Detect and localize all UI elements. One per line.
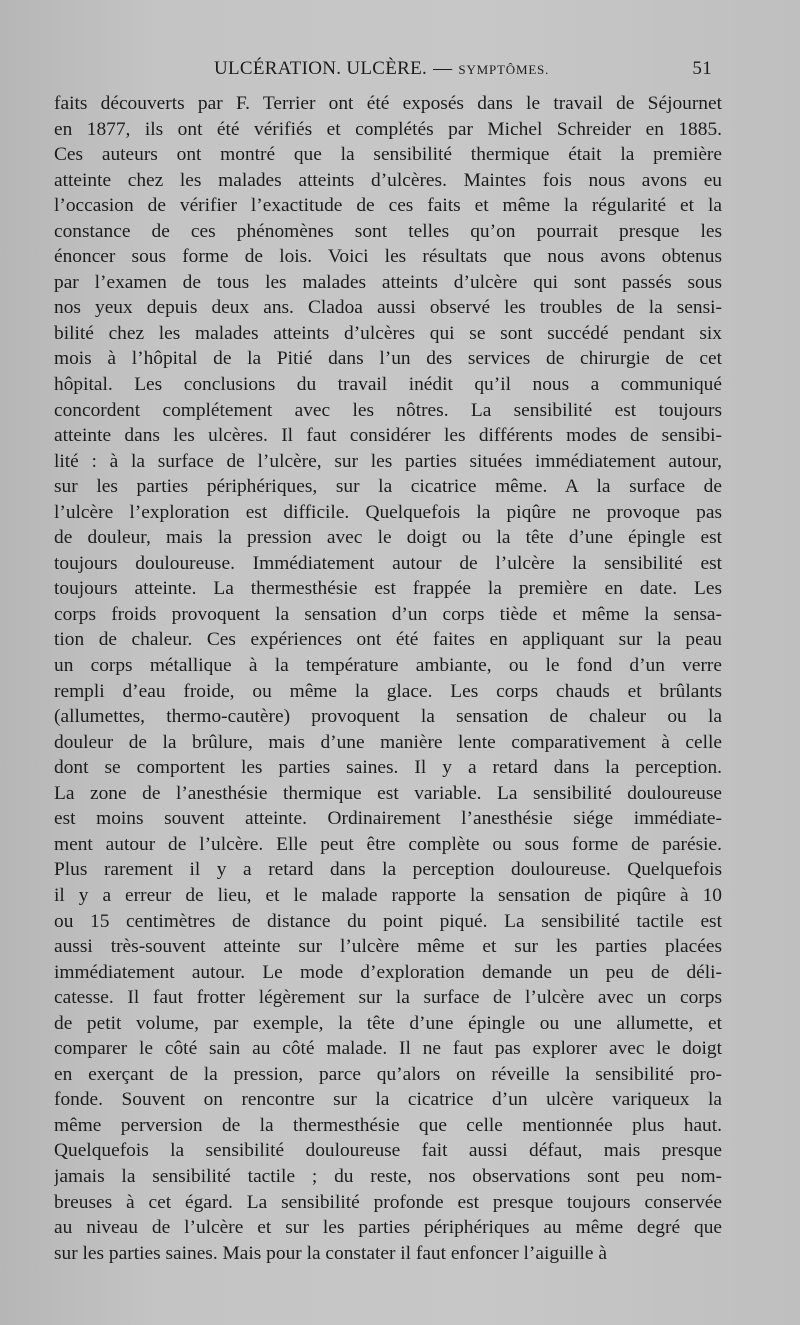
text-line: constance de ces phénomènes sont telles qu’on pourrait presque les [54, 220, 722, 242]
text-line: même perversion de la thermesthésie que celle mentionnée plus haut. [54, 1114, 722, 1136]
text-line: l’ulcère l’exploration est difficile. Quelquefois la piqûre ne provoque pas [54, 501, 722, 523]
text-line: lité : à la surface de l’ulcère, sur les parties situées immédiatement autour, [54, 450, 722, 472]
running-head-main: ULCÉRATION. ULCÈRE. [214, 58, 428, 79]
running-head-separator: — [433, 58, 453, 79]
text-line: sur les parties saines. Mais pour la constater il faut enfoncer l’aiguille à [54, 1242, 607, 1264]
text-line: tion de chaleur. Ces expériences ont été faites en appliquant sur la peau [54, 629, 722, 651]
text-line: par l’examen de tous les malades atteints d’ulcère qui sont passés sous [54, 271, 722, 293]
text-line: toujours atteinte. La thermesthésie est frappée la première en date. Les [54, 578, 722, 600]
body-text [54, 91, 722, 1266]
text-line: de petit volume, par exemple, la tête d’une épingle ou une allumette, et [54, 1012, 722, 1034]
text-line: dont se comportent les parties saines. Il y a retard dans la perception. [54, 757, 722, 779]
text-line: atteinte dans les ulcères. Il faut considérer les différents modes de sensibi- [54, 425, 722, 447]
text-line: Ces auteurs ont montré que la sensibilité thermique était la première [54, 144, 722, 166]
text-line: toujours douloureuse. Immédiatement autour de l’ulcère la sensibilité est [54, 552, 722, 574]
text-line: au niveau de l’ulcère et sur les parties périphériques au même degré que [54, 1217, 722, 1239]
text-line: mois à l’hôpital de la Pitié dans l’un des services de chirurgie de cet [54, 348, 722, 370]
text-line: de douleur, mais la pression avec le doigt ou la tête d’une épingle est [54, 527, 722, 549]
text-line: catesse. Il faut frotter légèrement sur la surface de l’ulcère avec un corps [54, 987, 722, 1009]
text-line: en 1877, ils ont été vérifiés et complétés par Michel Schreider en 1885. [54, 118, 722, 140]
running-head [56, 58, 712, 88]
text-line: énoncer sous forme de lois. Voici les résultats que nous avons obtenus [54, 246, 722, 268]
text-line: Quelquefois la sensibilité douloureuse fait aussi défaut, mais presque [54, 1140, 722, 1162]
text-line: rempli d’eau froide, ou même la glace. Les corps chauds et brûlants [54, 680, 722, 702]
text-line: (allumettes, thermo-cautère) provoquent la sensation de chaleur ou la [54, 706, 722, 728]
running-head-section: SYMPTÔMES. [458, 62, 550, 77]
text-line: est moins souvent atteinte. Ordinairement l’anesthésie siége immédiate- [54, 808, 722, 830]
text-line: douleur de la brûlure, mais d’une manière lente comparativement à celle [54, 731, 722, 753]
text-line: il y a erreur de lieu, et le malade rapporte la sensation de piqûre à 10 [54, 884, 722, 906]
text-line: La zone de l’anesthésie thermique est variable. La sensibilité douloureuse [54, 782, 722, 804]
text-line: sur les parties périphériques, sur la cicatrice même. A la surface de [54, 476, 722, 498]
text-line: un corps métallique à la température ambiante, ou le fond d’un verre [54, 655, 722, 677]
text-line: comparer le côté sain au côté malade. Il ne faut pas explorer avec le doigt [54, 1038, 722, 1060]
text-line: breuses à cet égard. La sensibilité profonde est presque toujours conservée [54, 1191, 722, 1213]
text-line: ou 15 centimètres de distance du point piqué. La sensibilité tactile est [54, 910, 722, 932]
text-line: concordent complétement avec les nôtres. La sensibilité est toujours [54, 399, 722, 421]
text-line: l’occasion de vérifier l’exactitude de ces faits et même la régularité et la [54, 195, 722, 217]
text-line: immédiatement autour. Le mode d’exploration demande un peu de déli- [54, 961, 722, 983]
text-line: bilité chez les malades atteints d’ulcères qui se sont succédé pendant six [54, 322, 722, 344]
text-line: atteinte chez les malades atteints d’ulcères. Maintes fois nous avons eu [54, 169, 722, 191]
text-line: nos yeux depuis deux ans. Cladoa aussi observé les troubles de la sensi- [54, 297, 722, 319]
page-number: 51 [692, 58, 712, 79]
text-line: aussi très-souvent atteinte sur l’ulcère même et sur les parties placées [54, 936, 722, 958]
text-line: corps froids provoquent la sensation d’un corps tiède et même la sensa- [54, 603, 722, 625]
running-head-title [214, 58, 549, 80]
text-line: en exerçant de la pression, parce qu’alors on réveille la sensibilité pro- [54, 1063, 722, 1085]
text-line: jamais la sensibilité tactile ; du reste, nos observations sont peu nom- [54, 1165, 722, 1187]
text-line: faits découverts par F. Terrier ont été exposés dans le travail de Séjournet [54, 93, 722, 114]
text-line: Plus rarement il y a retard dans la perception douloureuse. Quelquefois [54, 859, 722, 881]
text-line: fonde. Souvent on rencontre sur la cicatrice d’un ulcère variqueux la [54, 1089, 722, 1111]
text-line: hôpital. Les conclusions du travail inédit qu’il nous a communiqué [54, 374, 722, 396]
text-line: ment autour de l’ulcère. Elle peut être complète ou sous forme de parésie. [54, 833, 722, 855]
